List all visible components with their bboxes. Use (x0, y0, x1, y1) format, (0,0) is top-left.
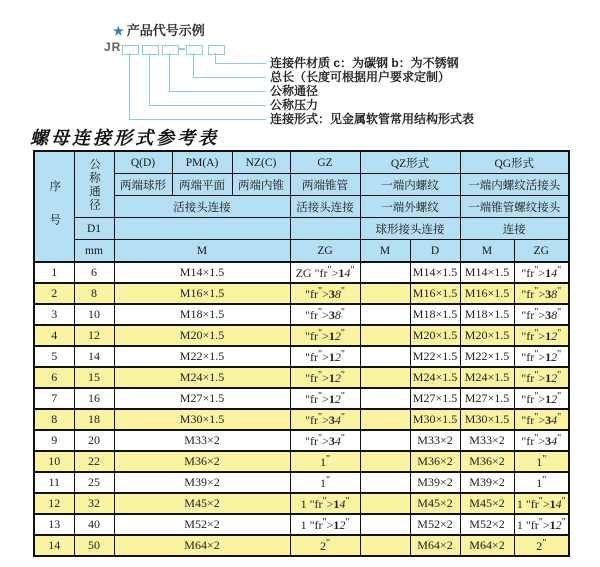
qg-m-cell: M16×1.5 (460, 283, 514, 304)
header-pm-desc: 两端平面 (172, 174, 232, 196)
gz-cell: 1 "fr">12" (290, 514, 360, 535)
gz-cell: "fr">34" (290, 430, 360, 451)
header-dn: 公称通径 (74, 151, 114, 218)
header-qg-row4: 连接 (460, 218, 569, 240)
qg-m-cell: M36×2 (460, 451, 514, 472)
header-qz-code: QZ形式 (360, 151, 460, 174)
table-row (34, 304, 569, 325)
table-row (34, 346, 569, 367)
qz-m-cell (360, 367, 410, 388)
qz-d-cell: M18×1.5 (410, 304, 460, 325)
m-cell: M39×2 (114, 472, 290, 493)
header-qg-row3: 一端锥管螺纹接头 (460, 196, 569, 218)
m-cell: M45×2 (114, 493, 290, 514)
dn-cell: 6 (74, 262, 114, 283)
qz-m-cell (360, 388, 410, 409)
dn-cell: 25 (74, 472, 114, 493)
seq-cell: 3 (34, 304, 74, 325)
qz-d-cell: M27×1.5 (410, 388, 460, 409)
header-qg-unit-m: M (460, 240, 514, 263)
qz-m-cell (360, 472, 410, 493)
m-cell: M30×1.5 (114, 409, 290, 430)
table-row (34, 472, 569, 493)
qg-m-cell: M64×2 (460, 535, 514, 556)
header-qg-code: QG形式 (460, 151, 569, 174)
table-row (34, 388, 569, 409)
gz-cell: "fr">12" (290, 325, 360, 346)
star-icon: ★ (113, 24, 124, 38)
seq-cell: 7 (34, 388, 74, 409)
header-nz-desc: 两端内锥 (232, 174, 290, 196)
seq-cell: 2 (34, 283, 74, 304)
dn-cell: 16 (74, 388, 114, 409)
qg-zg-cell: "fr">34" (514, 430, 569, 451)
header-gz-desc: 两端锥管 (290, 174, 360, 196)
header-qz-unit-d: D (410, 240, 460, 263)
header-gz-unit: ZG (290, 240, 360, 263)
m-cell: M64×2 (114, 535, 290, 556)
qz-m-cell (360, 535, 410, 556)
table-row (34, 514, 569, 535)
table-row (34, 493, 569, 514)
qz-m-cell (360, 409, 410, 430)
dn-cell: 32 (74, 493, 114, 514)
code-label-diameter: 公称通径 (270, 84, 319, 98)
dn-cell: 20 (74, 430, 114, 451)
qg-zg-cell: 1" (514, 451, 569, 472)
table-row (34, 367, 569, 388)
qg-m-cell: M18×1.5 (460, 304, 514, 325)
gz-cell: "fr">38" (290, 283, 360, 304)
qg-zg-cell: "fr">14" (514, 262, 569, 283)
header-gz-row3: 活接头连接 (290, 196, 360, 218)
seq-cell: 8 (34, 409, 74, 430)
seq-cell: 9 (34, 430, 74, 451)
qz-d-cell: M45×2 (410, 493, 460, 514)
header-gz-code: GZ (290, 151, 360, 174)
seq-cell: 11 (34, 472, 74, 493)
qg-m-cell: M39×2 (460, 472, 514, 493)
qg-zg-cell: "fr">38" (514, 304, 569, 325)
m-cell: M18×1.5 (114, 304, 290, 325)
dn-cell: 8 (74, 283, 114, 304)
m-cell: M52×2 (114, 514, 290, 535)
dn-cell: 50 (74, 535, 114, 556)
gz-cell: 2" (290, 535, 360, 556)
dn-cell: 14 (74, 346, 114, 367)
seq-cell: 6 (34, 367, 74, 388)
dn-cell: 12 (74, 325, 114, 346)
qz-d-cell: M22×1.5 (410, 346, 460, 367)
qg-zg-cell: "fr">12" (514, 388, 569, 409)
qz-d-cell: M64×2 (410, 535, 460, 556)
header-blank (290, 218, 360, 240)
qg-m-cell: M24×1.5 (460, 367, 514, 388)
table-row (34, 325, 569, 346)
dn-cell: 40 (74, 514, 114, 535)
qg-zg-cell: 1 "fr">14" (514, 493, 569, 514)
m-cell: M27×1.5 (114, 388, 290, 409)
seq-cell: 13 (34, 514, 74, 535)
header-q-code: Q(D) (114, 151, 172, 174)
m-cell: M24×1.5 (114, 367, 290, 388)
qz-m-cell (360, 430, 410, 451)
qz-d-cell: M52×2 (410, 514, 460, 535)
m-cell: M20×1.5 (114, 325, 290, 346)
m-cell: M33×2 (114, 430, 290, 451)
header-d1: D1 (74, 218, 114, 240)
code-label-length: 总长（长度可根据用户要求定制） (270, 70, 451, 84)
qz-d-cell: M14×1.5 (410, 262, 460, 283)
header-blank (114, 218, 290, 240)
reference-table (33, 150, 570, 557)
qz-d-cell: M39×2 (410, 472, 460, 493)
gz-cell: 1" (290, 472, 360, 493)
header-qz-unit-m: M (360, 240, 410, 263)
header-m-unit: M (114, 240, 290, 263)
qz-m-cell (360, 283, 410, 304)
qz-m-cell (360, 493, 410, 514)
qg-m-cell: M52×2 (460, 514, 514, 535)
qg-zg-cell: 1" (514, 472, 569, 493)
table-title: 螺母连接形式参考表 (30, 128, 219, 148)
qz-m-cell (360, 325, 410, 346)
diagram-title-text: 产品代号示例 (126, 23, 205, 38)
qg-zg-cell: "fr">12" (514, 367, 569, 388)
qz-m-cell (360, 304, 410, 325)
dn-cell: 10 (74, 304, 114, 325)
header-qz-desc: 一端内螺纹 (360, 174, 460, 196)
seq-cell: 12 (34, 493, 74, 514)
header-qz-row3: 一端外螺纹 (360, 196, 460, 218)
code-label-connection: 连接形式：见金属软管常用结构形式表 (270, 112, 475, 126)
header-qz-row4: 球形接头连接 (360, 218, 460, 240)
qz-m-cell (360, 346, 410, 367)
seq-cell: 10 (34, 451, 74, 472)
header-nz-code: NZ(C) (232, 151, 290, 174)
header-seq: 序号 (34, 151, 74, 262)
gz-cell: 1 "fr">14" (290, 493, 360, 514)
header-mm: mm (74, 240, 114, 263)
qg-zg-cell: 1 "fr">12" (514, 514, 569, 535)
header-joint-span: 活接头连接 (114, 196, 290, 218)
qz-d-cell: M24×1.5 (410, 367, 460, 388)
qz-d-cell: M16×1.5 (410, 283, 460, 304)
table-body (34, 262, 569, 556)
code-prefix: JR (104, 40, 122, 54)
qg-m-cell: M20×1.5 (460, 325, 514, 346)
qg-zg-cell: 2" (514, 535, 569, 556)
m-cell: M16×1.5 (114, 283, 290, 304)
code-dash (179, 48, 185, 50)
code-label-pressure: 公称压力 (270, 98, 319, 112)
m-cell: M14×1.5 (114, 262, 290, 283)
dn-cell: 22 (74, 451, 114, 472)
header-pm-code: PM(A) (172, 151, 232, 174)
gz-cell: "fr">38" (290, 304, 360, 325)
header-qg-desc: 一端内螺纹活接头 (460, 174, 569, 196)
qg-m-cell: M45×2 (460, 493, 514, 514)
qg-zg-cell: "fr">12" (514, 325, 569, 346)
table-row (34, 535, 569, 556)
header-q-desc: 两端球形 (114, 174, 172, 196)
table-row (34, 283, 569, 304)
header-qg-unit-zg: ZG (514, 240, 569, 263)
qg-zg-cell: "fr">12" (514, 346, 569, 367)
gz-cell: "fr">12" (290, 388, 360, 409)
gz-cell: "fr">34" (290, 409, 360, 430)
qz-m-cell (360, 514, 410, 535)
table-row (34, 451, 569, 472)
qz-m-cell (360, 451, 410, 472)
seq-cell: 1 (34, 262, 74, 283)
qg-m-cell: M30×1.5 (460, 409, 514, 430)
gz-cell: ZG "fr">14" (290, 262, 360, 283)
m-cell: M36×2 (114, 451, 290, 472)
dn-cell: 18 (74, 409, 114, 430)
seq-cell: 14 (34, 535, 74, 556)
qg-m-cell: M33×2 (460, 430, 514, 451)
qg-m-cell: M27×1.5 (460, 388, 514, 409)
qz-d-cell: M36×2 (410, 451, 460, 472)
qg-m-cell: M22×1.5 (460, 346, 514, 367)
gz-cell: "fr">12" (290, 346, 360, 367)
seq-cell: 4 (34, 325, 74, 346)
code-label-material: 连接件材质 c：为碳钢 b：为不锈钢 (270, 56, 459, 70)
qz-d-cell: M30×1.5 (410, 409, 460, 430)
table-row (34, 262, 569, 283)
qg-zg-cell: "fr">38" (514, 283, 569, 304)
gz-cell: "fr">12" (290, 367, 360, 388)
gz-cell: 1" (290, 451, 360, 472)
qz-m-cell (360, 262, 410, 283)
qz-d-cell: M20×1.5 (410, 325, 460, 346)
m-cell: M22×1.5 (114, 346, 290, 367)
diagram-title (113, 20, 205, 39)
leader-line (129, 53, 266, 120)
qz-d-cell: M33×2 (410, 430, 460, 451)
table-row (34, 430, 569, 451)
qg-m-cell: M14×1.5 (460, 262, 514, 283)
qg-zg-cell: "fr">34" (514, 409, 569, 430)
seq-cell: 5 (34, 346, 74, 367)
dn-cell: 15 (74, 367, 114, 388)
table-row (34, 409, 569, 430)
